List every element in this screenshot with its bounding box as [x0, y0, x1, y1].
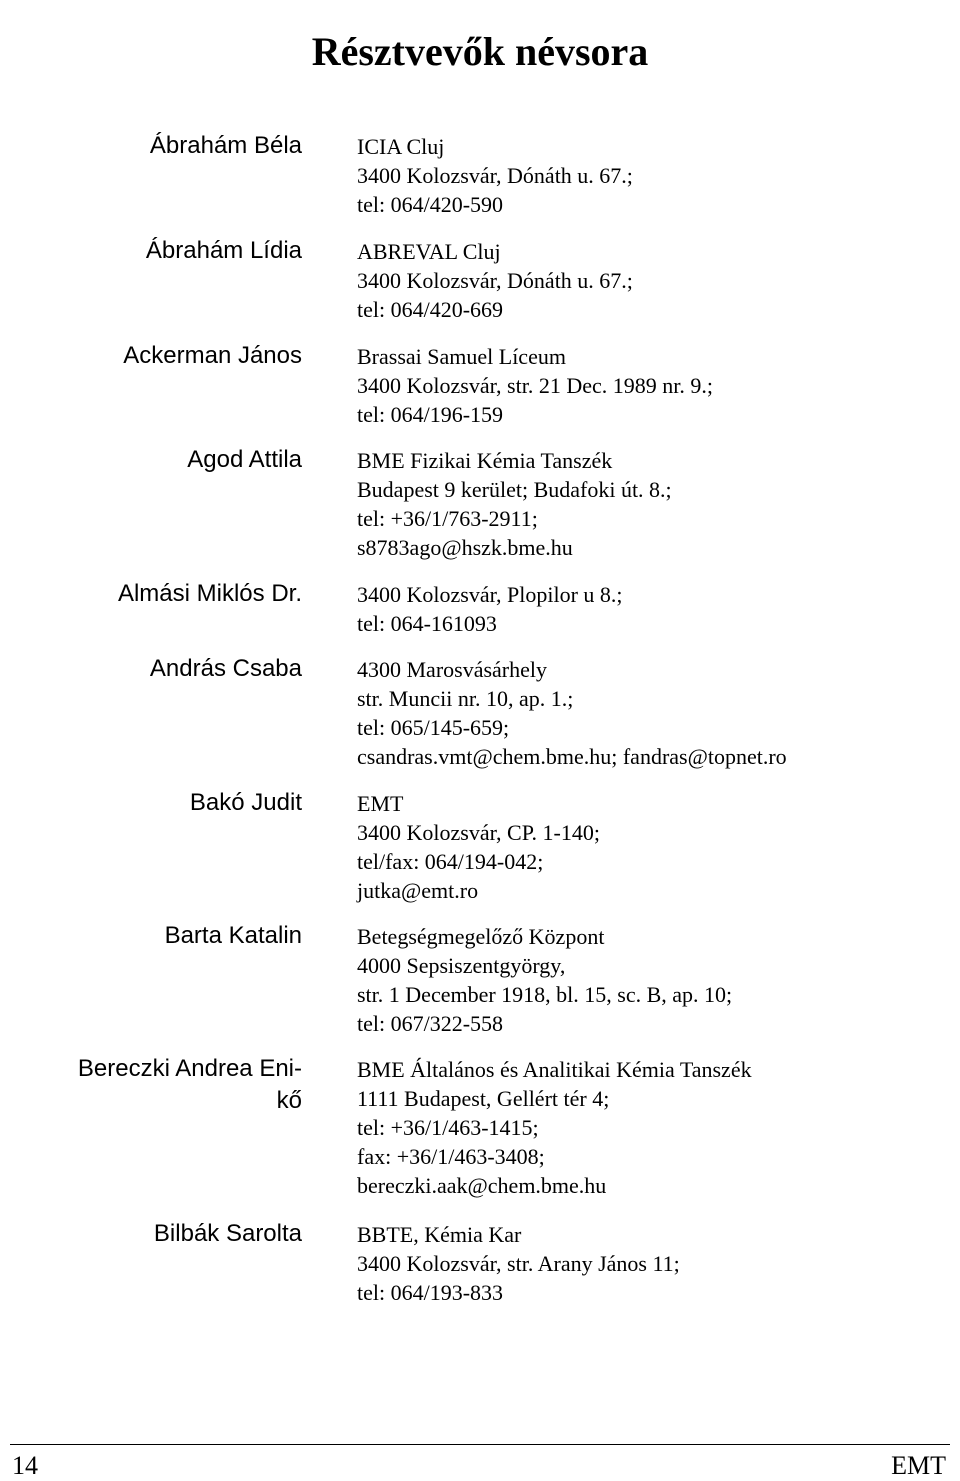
participant-details	[357, 342, 947, 429]
participant-details	[357, 1055, 947, 1200]
participant-name	[30, 340, 302, 372]
participant-details	[357, 789, 947, 905]
participant-name-line: Almási Miklós Dr.	[117, 580, 302, 607]
detail-line: 1111 Budapest, Gellért tér 4;	[357, 1086, 610, 1111]
participant-name	[30, 787, 302, 819]
detail-line: tel: 064-161093	[357, 611, 497, 636]
detail-line: csandras.vmt@chem.bme.hu; fandras@topnet.ro	[357, 744, 787, 769]
detail-line: 4300 Marosvásárhely	[357, 657, 548, 682]
participant-details	[357, 132, 947, 219]
detail-line: s8783ago@hszk.bme.hu	[357, 535, 573, 560]
detail-line: tel: 065/145-659;	[357, 715, 510, 740]
detail-line: fax: +36/1/463-3408;	[357, 1144, 545, 1169]
detail-line: tel: +36/1/763-2911;	[357, 506, 538, 531]
participant-details	[357, 655, 947, 771]
participant-name	[30, 444, 302, 476]
detail-line: 3400 Kolozsvár, str. Arany János 11;	[357, 1251, 680, 1276]
detail-line: EMT	[357, 791, 404, 816]
participant-name-line: kő	[276, 1087, 302, 1114]
detail-line: BBTE, Kémia Kar	[357, 1222, 522, 1247]
detail-line: ABREVAL Cluj	[357, 239, 501, 264]
detail-line: ICIA Cluj	[357, 134, 445, 159]
participant-details	[357, 922, 947, 1038]
detail-line: 4000 Sepsiszentgyörgy,	[357, 953, 566, 978]
detail-line: str. 1 December 1918, bl. 15, sc. B, ap. 10;	[357, 982, 733, 1007]
detail-line: tel: +36/1/463-1415;	[357, 1115, 539, 1140]
participant-details	[357, 1220, 947, 1307]
detail-line: 3400 Kolozsvár, CP. 1-140;	[357, 820, 600, 845]
detail-line: tel: 064/196-159	[357, 402, 504, 427]
participant-name	[30, 1218, 302, 1250]
footer-label: EMT	[891, 1451, 946, 1480]
detail-line: Brassai Samuel Líceum	[357, 344, 566, 369]
detail-line: tel: 064/193-833	[357, 1280, 504, 1305]
detail-line: 3400 Kolozsvár, Dónáth u. 67.;	[357, 163, 633, 188]
participant-name	[30, 235, 302, 267]
detail-line: tel: 064/420-590	[357, 192, 504, 217]
detail-line: str. Muncii nr. 10, ap. 1.;	[357, 686, 574, 711]
detail-line: Budapest 9 kerület; Budafoki út. 8.;	[357, 477, 672, 502]
participant-details	[357, 580, 947, 638]
participant-name	[30, 920, 302, 952]
participant-name	[30, 1053, 302, 1117]
detail-line: bereczki.aak@chem.bme.hu	[357, 1173, 607, 1198]
detail-line: 3400 Kolozsvár, Dónáth u. 67.;	[357, 268, 633, 293]
footer-rule	[10, 1444, 950, 1445]
detail-line: BME Fizikai Kémia Tanszék	[357, 448, 613, 473]
detail-line: Betegségmegelőző Központ	[357, 924, 605, 949]
participant-name-line: Bilbák Sarolta	[153, 1220, 302, 1247]
participant-name-line: Barta Katalin	[164, 922, 302, 949]
detail-line: tel/fax: 064/194-042;	[357, 849, 544, 874]
detail-line: 3400 Kolozsvár, str. 21 Dec. 1989 nr. 9.;	[357, 373, 713, 398]
participant-name-line: Bereczki Andrea Eni-	[77, 1055, 302, 1082]
participant-name-line: Ábrahám Béla	[149, 132, 302, 159]
page-title: Résztvevők névsora	[311, 29, 649, 74]
participant-name	[30, 578, 302, 610]
participant-details	[357, 446, 947, 562]
detail-line: tel: 067/322-558	[357, 1011, 504, 1036]
detail-line: 3400 Kolozsvár, Plopilor u 8.;	[357, 582, 623, 607]
participant-name	[30, 653, 302, 685]
participant-name	[30, 130, 302, 162]
page-number: 14	[12, 1451, 38, 1480]
participant-details	[357, 237, 947, 324]
detail-line: tel: 064/420-669	[357, 297, 504, 322]
participant-name-line: Ábrahám Lídia	[145, 237, 302, 264]
participant-name-line: Agod Attila	[187, 446, 302, 473]
participant-name-line: András Csaba	[149, 655, 302, 682]
participant-name-line: Bakó Judit	[189, 789, 302, 816]
detail-line: jutka@emt.ro	[357, 878, 479, 903]
participant-name-line: Ackerman János	[123, 342, 302, 369]
detail-line: BME Általános és Analitikai Kémia Tanszék	[357, 1057, 752, 1082]
